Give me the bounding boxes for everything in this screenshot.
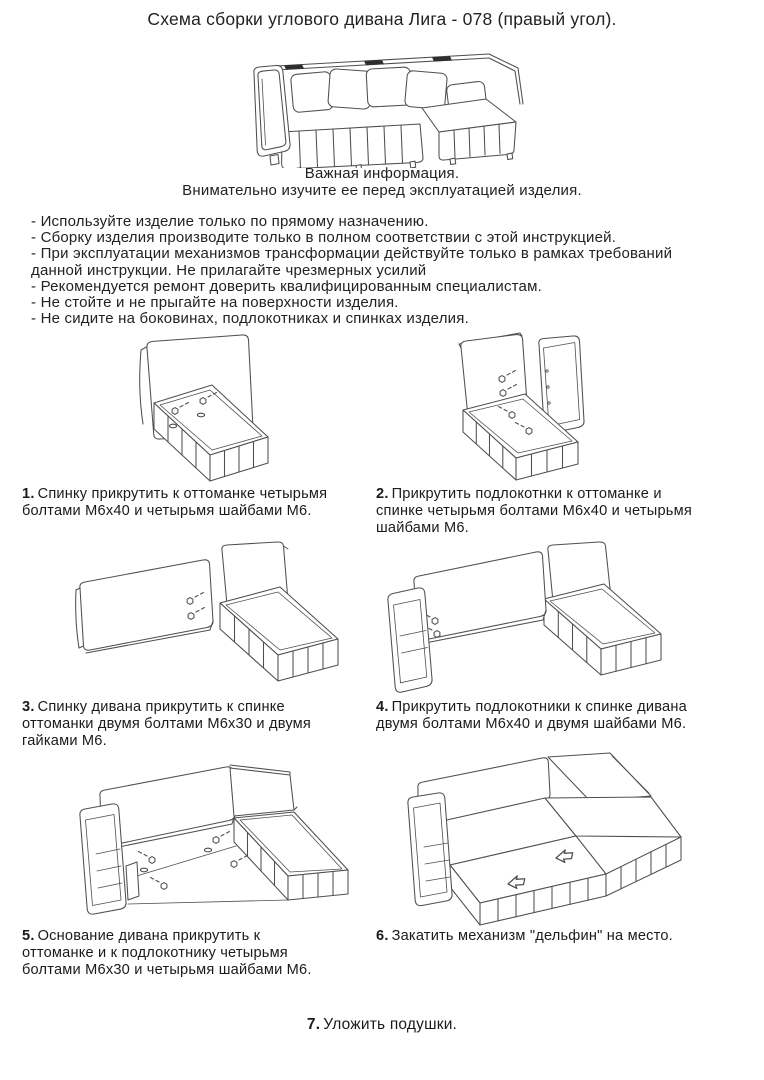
step-number: 3. [22,699,35,715]
bolt-icon [151,878,167,890]
step-6-figure [388,752,740,928]
step-2-caption: 2. Прикрутить подлокотнки к оттоманке и спинке четырьмя болтами М6х40 и четырьмя шайбами М6. [376,486,692,536]
step-number: 1. [22,486,35,502]
washer-icon [204,848,211,852]
rule-line: - Не сидите на боковинах, подлокотниках и спинках изделия. [31,310,469,328]
rule-line: - Не стойте и не прыгайте на поверхности изделия. [31,294,399,312]
step-number: 4. [376,699,389,715]
rule-line: - Рекомендуется ремонт доверить квалифицированным специалистам. [31,277,542,295]
bolt-icon [231,856,247,868]
bolt-icon [213,832,229,844]
step-6-caption: 6. Закатить механизм "дельфин" на место. [376,928,673,944]
rule-line: данной инструкции. Не прилагайте чрезмерных усилий [31,261,427,279]
step-2-figure [430,331,710,484]
usage-rules-list [31,214,741,327]
rule-line: - Используйте изделие только по прямому назначению. [31,213,429,230]
step-4-caption: 4. Прикрутить подлокотники к спинке дивана двумя болтами М6х40 и двумя шайбами М6. [376,699,687,732]
bolt-icon [139,852,155,864]
page-title: Схема сборки углового дивана Лига - 078 (правый угол). [147,9,617,29]
step-1-caption: 1. Спинку прикрутить к оттоманке четырьмя болтами М6х40 и четырьмя шайбами М6. [22,486,328,519]
step-number: 2. [376,486,389,502]
assembled-sofa-figure [224,46,540,168]
important-line-1: Важная информация. [304,165,460,182]
step-5-caption: 5. Основание дивана прикрутить к оттоманке и к подлокотнику четырьмя болтами М6х30 и четырьмя шайбами М6. [22,928,312,978]
step-3-caption: 3. Спинку дивана прикрутить к спинке оттоманки двумя болтами М6х30 и двумя гайками М6. [22,699,312,749]
rule-line: - Сборку изделия производите только в полном соответствии с этой инструкцией. [31,229,617,247]
step-7-caption: 7. Уложить подушки. [306,1016,458,1033]
step-3-figure [50,541,370,695]
step-number: 5. [22,928,35,944]
step-number: 7. [306,1016,321,1033]
important-heading [0,166,764,199]
washer-icon [140,868,147,872]
step-number: 6. [376,928,389,944]
step-5-figure [40,754,384,926]
rule-line: - При эксплуатации механизмов трансформации действуйте только в рамках требований [31,245,673,263]
important-line-2: Внимательно изучите ее перед эксплуатацией изделия. [182,181,582,199]
step-4-figure [378,541,730,695]
step-1-figure [100,331,380,484]
